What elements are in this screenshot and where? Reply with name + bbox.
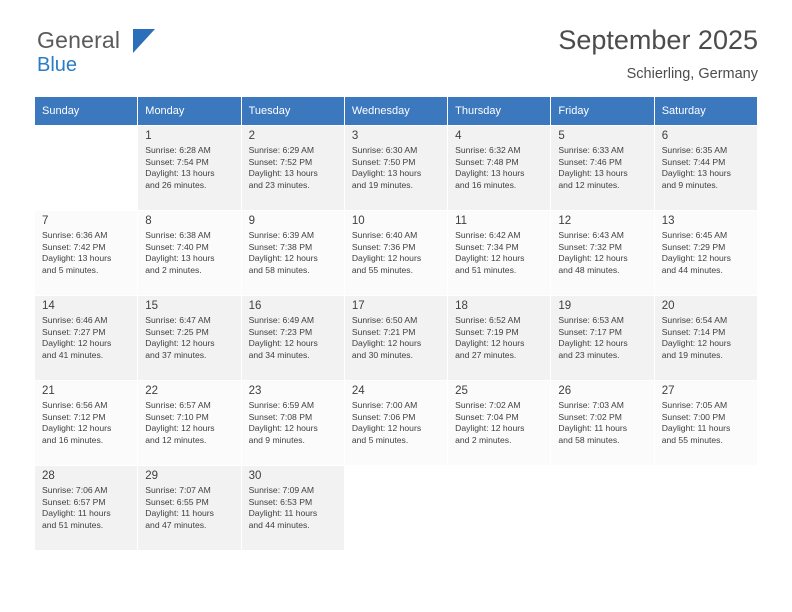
day-info-line: Daylight: 12 hours [455,423,525,434]
day-number: 20 [661,300,675,312]
day-info-line: and 34 minutes. [248,349,310,360]
day-sun-info [345,315,447,361]
day-sun-info [35,315,137,361]
day-info-line: Sunset: 6:55 PM [145,496,209,507]
day-number: 15 [145,300,159,312]
day-number: 14 [42,300,55,312]
calendar-day-cell[interactable] [551,211,654,296]
calendar-day-cell[interactable] [35,211,138,296]
day-info-line: Daylight: 13 hours [351,168,422,179]
day-info-line: Sunrise: 6:28 AM [145,145,211,155]
day-info-line: Sunset: 7:27 PM [42,326,106,337]
day-info-line: Sunset: 7:32 PM [558,241,622,252]
day-info-line: and 5 minutes. [351,434,409,445]
calendar-day-cell[interactable] [241,466,344,551]
calendar-day-cell[interactable] [344,381,447,466]
calendar-cell-empty [654,466,757,551]
day-info-line: Daylight: 11 hours [661,423,731,434]
calendar-day-cell[interactable] [138,296,241,381]
day-info-line: Sunrise: 7:03 AM [558,400,624,410]
day-info-line: and 9 minutes. [661,179,719,190]
day-info-line: and 47 minutes. [145,519,207,530]
logo [37,28,217,80]
day-number: 19 [558,300,572,312]
day-info-line: Sunset: 7:50 PM [351,156,416,167]
day-info-line: and 44 minutes. [661,264,723,275]
calendar-week-row [35,126,758,211]
day-info-line: Daylight: 12 hours [351,338,422,349]
calendar-cell-empty [448,466,551,551]
flag-icon [133,29,155,53]
day-sun-info [448,145,550,191]
day-info-line: Daylight: 12 hours [351,253,422,264]
day-sun-info [551,145,653,191]
day-info-line: and 30 minutes. [351,349,413,360]
day-sun-info [242,485,344,531]
day-number: 30 [248,470,262,482]
day-sun-info [242,145,344,191]
day-info-line: Sunrise: 7:02 AM [455,400,521,410]
day-info-line: and 23 minutes. [248,179,310,190]
day-sun-info [138,485,240,531]
day-info-line: Daylight: 11 hours [42,508,111,519]
day-sun-info [345,400,447,446]
day-sun-info [448,230,550,276]
day-sun-info [138,145,240,191]
day-info-line: Sunrise: 6:56 AM [42,400,108,410]
calendar-cell-empty [35,126,138,211]
day-number: 28 [42,470,55,482]
day-info-line: Sunrise: 7:00 AM [351,400,418,410]
day-info-line: and 5 minutes. [42,264,99,275]
day-sun-info [345,230,447,276]
calendar-week-row [35,296,758,381]
day-sun-info [35,485,137,531]
weekday-header-tuesday: Tuesday [241,97,344,126]
day-info-line: Sunrise: 7:09 AM [248,485,315,495]
day-info-line: and 27 minutes. [455,349,517,360]
day-info-line: Sunset: 7:14 PM [661,326,726,337]
day-info-line: and 48 minutes. [558,264,620,275]
day-info-line: Sunset: 7:34 PM [455,241,519,252]
calendar-day-cell[interactable] [654,126,757,211]
calendar-week-row [35,381,758,466]
day-number: 16 [248,300,262,312]
day-number: 9 [248,215,255,227]
day-info-line: Sunset: 7:29 PM [661,241,726,252]
day-number: 27 [661,385,675,397]
day-info-line: Sunrise: 6:53 AM [558,315,624,325]
day-info-line: Sunset: 7:21 PM [351,326,416,337]
day-info-line: Daylight: 12 hours [455,338,525,349]
calendar-table [34,96,758,551]
day-info-line: Sunrise: 6:42 AM [455,230,521,240]
day-info-line: Daylight: 13 hours [248,168,318,179]
day-number: 4 [455,130,462,142]
day-sun-info [655,400,757,446]
day-info-line: and 37 minutes. [145,349,207,360]
day-info-line: Sunrise: 6:50 AM [351,315,418,325]
day-info-line: and 55 minutes. [351,264,413,275]
calendar-day-cell[interactable] [138,381,241,466]
day-info-line: Daylight: 13 hours [145,168,215,179]
day-info-line: Daylight: 12 hours [145,338,215,349]
day-number: 1 [145,130,152,142]
day-info-line: and 12 minutes. [558,179,620,190]
day-sun-info [35,400,137,446]
day-info-line: Sunrise: 6:43 AM [558,230,624,240]
calendar-day-cell[interactable] [138,126,241,211]
calendar-day-cell[interactable] [35,381,138,466]
day-number: 29 [145,470,159,482]
day-info-line: Sunset: 7:44 PM [661,156,726,167]
day-info-line: Sunrise: 6:40 AM [351,230,418,240]
day-sun-info [448,315,550,361]
day-sun-info [655,315,757,361]
calendar-day-cell[interactable] [241,126,344,211]
day-sun-info [448,400,550,446]
day-info-line: Sunrise: 6:32 AM [455,145,521,155]
day-info-line: Sunrise: 6:29 AM [248,145,315,155]
day-number: 13 [661,215,675,227]
day-info-line: and 58 minutes. [558,434,620,445]
day-sun-info [138,315,240,361]
day-number: 10 [351,215,365,227]
day-info-line: Sunset: 7:08 PM [248,411,313,422]
day-info-line: Daylight: 13 hours [558,168,628,179]
day-info-line: Daylight: 12 hours [145,423,215,434]
calendar-body [35,126,758,551]
day-info-line: and 19 minutes. [661,349,723,360]
day-info-line: Daylight: 12 hours [558,253,628,264]
day-info-line: and 58 minutes. [248,264,310,275]
day-number: 17 [351,300,365,312]
day-info-line: Daylight: 12 hours [248,423,318,434]
day-number: 22 [145,385,159,397]
day-info-line: Sunset: 7:23 PM [248,326,313,337]
day-info-line: Sunrise: 6:49 AM [248,315,315,325]
day-sun-info [655,145,757,191]
day-info-line: Sunset: 7:38 PM [248,241,313,252]
day-number: 24 [351,385,365,397]
day-info-line: and 16 minutes. [42,434,104,445]
day-info-line: Sunrise: 6:47 AM [145,315,211,325]
day-info-line: Sunrise: 6:59 AM [248,400,315,410]
day-info-line: Sunrise: 6:36 AM [42,230,108,240]
calendar-day-cell[interactable] [344,126,447,211]
day-info-line: Sunrise: 6:33 AM [558,145,624,155]
day-sun-info [242,400,344,446]
day-info-line: Daylight: 12 hours [455,253,525,264]
calendar-week-row [35,211,758,296]
day-info-line: Sunrise: 6:30 AM [351,145,418,155]
day-number: 23 [248,385,262,397]
day-info-line: Sunrise: 6:45 AM [661,230,728,240]
calendar-day-cell[interactable] [448,296,551,381]
calendar-day-cell[interactable] [551,296,654,381]
day-info-line: and 51 minutes. [455,264,517,275]
day-info-line: Daylight: 12 hours [661,253,731,264]
day-info-line: Sunset: 7:36 PM [351,241,416,252]
day-sun-info [138,230,240,276]
day-info-line: Sunset: 7:10 PM [145,411,209,422]
day-number: 3 [351,130,359,142]
day-sun-info [551,230,653,276]
day-info-line: Sunset: 7:06 PM [351,411,416,422]
calendar-day-cell[interactable] [654,211,757,296]
day-info-line: Daylight: 13 hours [42,253,112,264]
day-info-line: Sunset: 7:54 PM [145,156,209,167]
day-info-line: Sunrise: 7:06 AM [42,485,108,495]
day-number: 2 [248,130,255,142]
day-info-line: and 51 minutes. [42,519,104,530]
day-info-line: and 12 minutes. [145,434,207,445]
weekday-header-wednesday: Wednesday [344,97,447,126]
day-info-line: and 19 minutes. [351,179,413,190]
day-info-line: Sunset: 7:52 PM [248,156,313,167]
calendar-day-cell[interactable] [241,381,344,466]
day-info-line: Daylight: 11 hours [145,508,214,519]
day-info-line: Daylight: 13 hours [455,168,525,179]
day-info-line: Sunset: 7:12 PM [42,411,106,422]
day-info-line: Sunrise: 7:05 AM [661,400,728,410]
calendar-day-cell[interactable] [448,211,551,296]
day-sun-info [345,145,447,191]
day-info-line: Sunrise: 6:57 AM [145,400,211,410]
day-info-line: Daylight: 13 hours [145,253,215,264]
weekday-header-monday: Monday [138,97,241,126]
day-info-line: Daylight: 12 hours [42,338,112,349]
day-info-line: and 44 minutes. [248,519,310,530]
calendar-day-cell[interactable] [654,381,757,466]
day-info-line: Sunset: 7:48 PM [455,156,519,167]
calendar-day-cell[interactable] [654,296,757,381]
weekday-header-thursday: Thursday [448,97,551,126]
page-subtitle: Schierling, Germany [626,66,758,82]
day-info-line: Daylight: 12 hours [558,338,628,349]
weekday-header-row [35,97,758,126]
day-number: 25 [455,385,468,397]
day-info-line: Sunset: 6:57 PM [42,496,106,507]
day-info-line: Sunset: 7:46 PM [558,156,622,167]
day-info-line: Daylight: 12 hours [248,338,318,349]
day-info-line: Daylight: 12 hours [351,423,422,434]
calendar-day-cell[interactable] [241,296,344,381]
day-number: 7 [42,215,49,227]
calendar-cell-empty [344,466,447,551]
day-info-line: Sunrise: 6:54 AM [661,315,728,325]
calendar-day-cell[interactable] [138,211,241,296]
day-info-line: and 55 minutes. [661,434,723,445]
day-sun-info [242,230,344,276]
day-info-line: Daylight: 13 hours [661,168,731,179]
day-info-line: Sunset: 7:40 PM [145,241,209,252]
day-info-line: Daylight: 11 hours [558,423,628,434]
day-number: 8 [145,215,152,227]
day-info-line: Sunrise: 7:07 AM [145,485,211,495]
day-number: 6 [661,130,669,142]
calendar-day-cell[interactable] [344,296,447,381]
day-info-line: and 26 minutes. [145,179,207,190]
day-number: 21 [42,385,55,397]
day-info-line: and 23 minutes. [558,349,620,360]
day-sun-info [138,400,240,446]
calendar-day-cell[interactable] [551,126,654,211]
calendar-day-cell[interactable] [35,466,138,551]
day-number: 18 [455,300,468,312]
day-info-line: and 16 minutes. [455,179,517,190]
weekday-header-sunday: Sunday [35,97,138,126]
weekday-header-saturday: Saturday [654,97,757,126]
day-number: 11 [455,215,468,227]
day-info-line: and 41 minutes. [42,349,104,360]
day-info-line: Sunset: 7:19 PM [455,326,519,337]
day-info-line: Sunset: 7:00 PM [661,411,726,422]
day-info-line: Sunset: 7:02 PM [558,411,622,422]
title-block [558,24,758,84]
calendar-week-row [35,466,758,551]
day-info-line: Daylight: 11 hours [248,508,318,519]
day-info-line: and 2 minutes. [455,434,512,445]
day-info-line: Daylight: 12 hours [248,253,318,264]
page-header [34,0,758,96]
calendar-day-cell[interactable] [344,211,447,296]
day-info-line: and 2 minutes. [145,264,202,275]
calendar-cell-empty [551,466,654,551]
day-info-line: Sunrise: 6:39 AM [248,230,315,240]
day-info-line: Sunset: 7:25 PM [145,326,209,337]
day-info-line: Sunset: 6:53 PM [248,496,313,507]
day-sun-info [35,230,137,276]
weekday-header-friday: Friday [551,97,654,126]
day-info-line: Daylight: 12 hours [42,423,112,434]
logo-general-text: General [37,27,121,53]
day-info-line: Sunset: 7:42 PM [42,241,106,252]
calendar-day-cell[interactable] [551,381,654,466]
day-sun-info [551,315,653,361]
day-sun-info [655,230,757,276]
day-info-line: and 9 minutes. [248,434,305,445]
day-number: 12 [558,215,572,227]
day-info-line: Sunset: 7:04 PM [455,411,519,422]
logo-blue-text: Blue [37,54,78,76]
day-info-line: Sunrise: 6:35 AM [661,145,728,155]
calendar-day-cell[interactable] [35,296,138,381]
day-info-line: Sunrise: 6:52 AM [455,315,521,325]
day-info-line: Sunrise: 6:46 AM [42,315,108,325]
day-sun-info [551,400,653,446]
page-title: September 2025 [558,25,758,55]
day-sun-info [242,315,344,361]
day-number: 26 [558,385,572,397]
day-info-line: Daylight: 12 hours [661,338,731,349]
day-number: 5 [558,130,565,142]
calendar-day-cell[interactable] [448,126,551,211]
day-info-line: Sunset: 7:17 PM [558,326,622,337]
day-info-line: Sunrise: 6:38 AM [145,230,211,240]
calendar-day-cell[interactable] [138,466,241,551]
calendar-day-cell[interactable] [448,381,551,466]
calendar-day-cell[interactable] [241,211,344,296]
